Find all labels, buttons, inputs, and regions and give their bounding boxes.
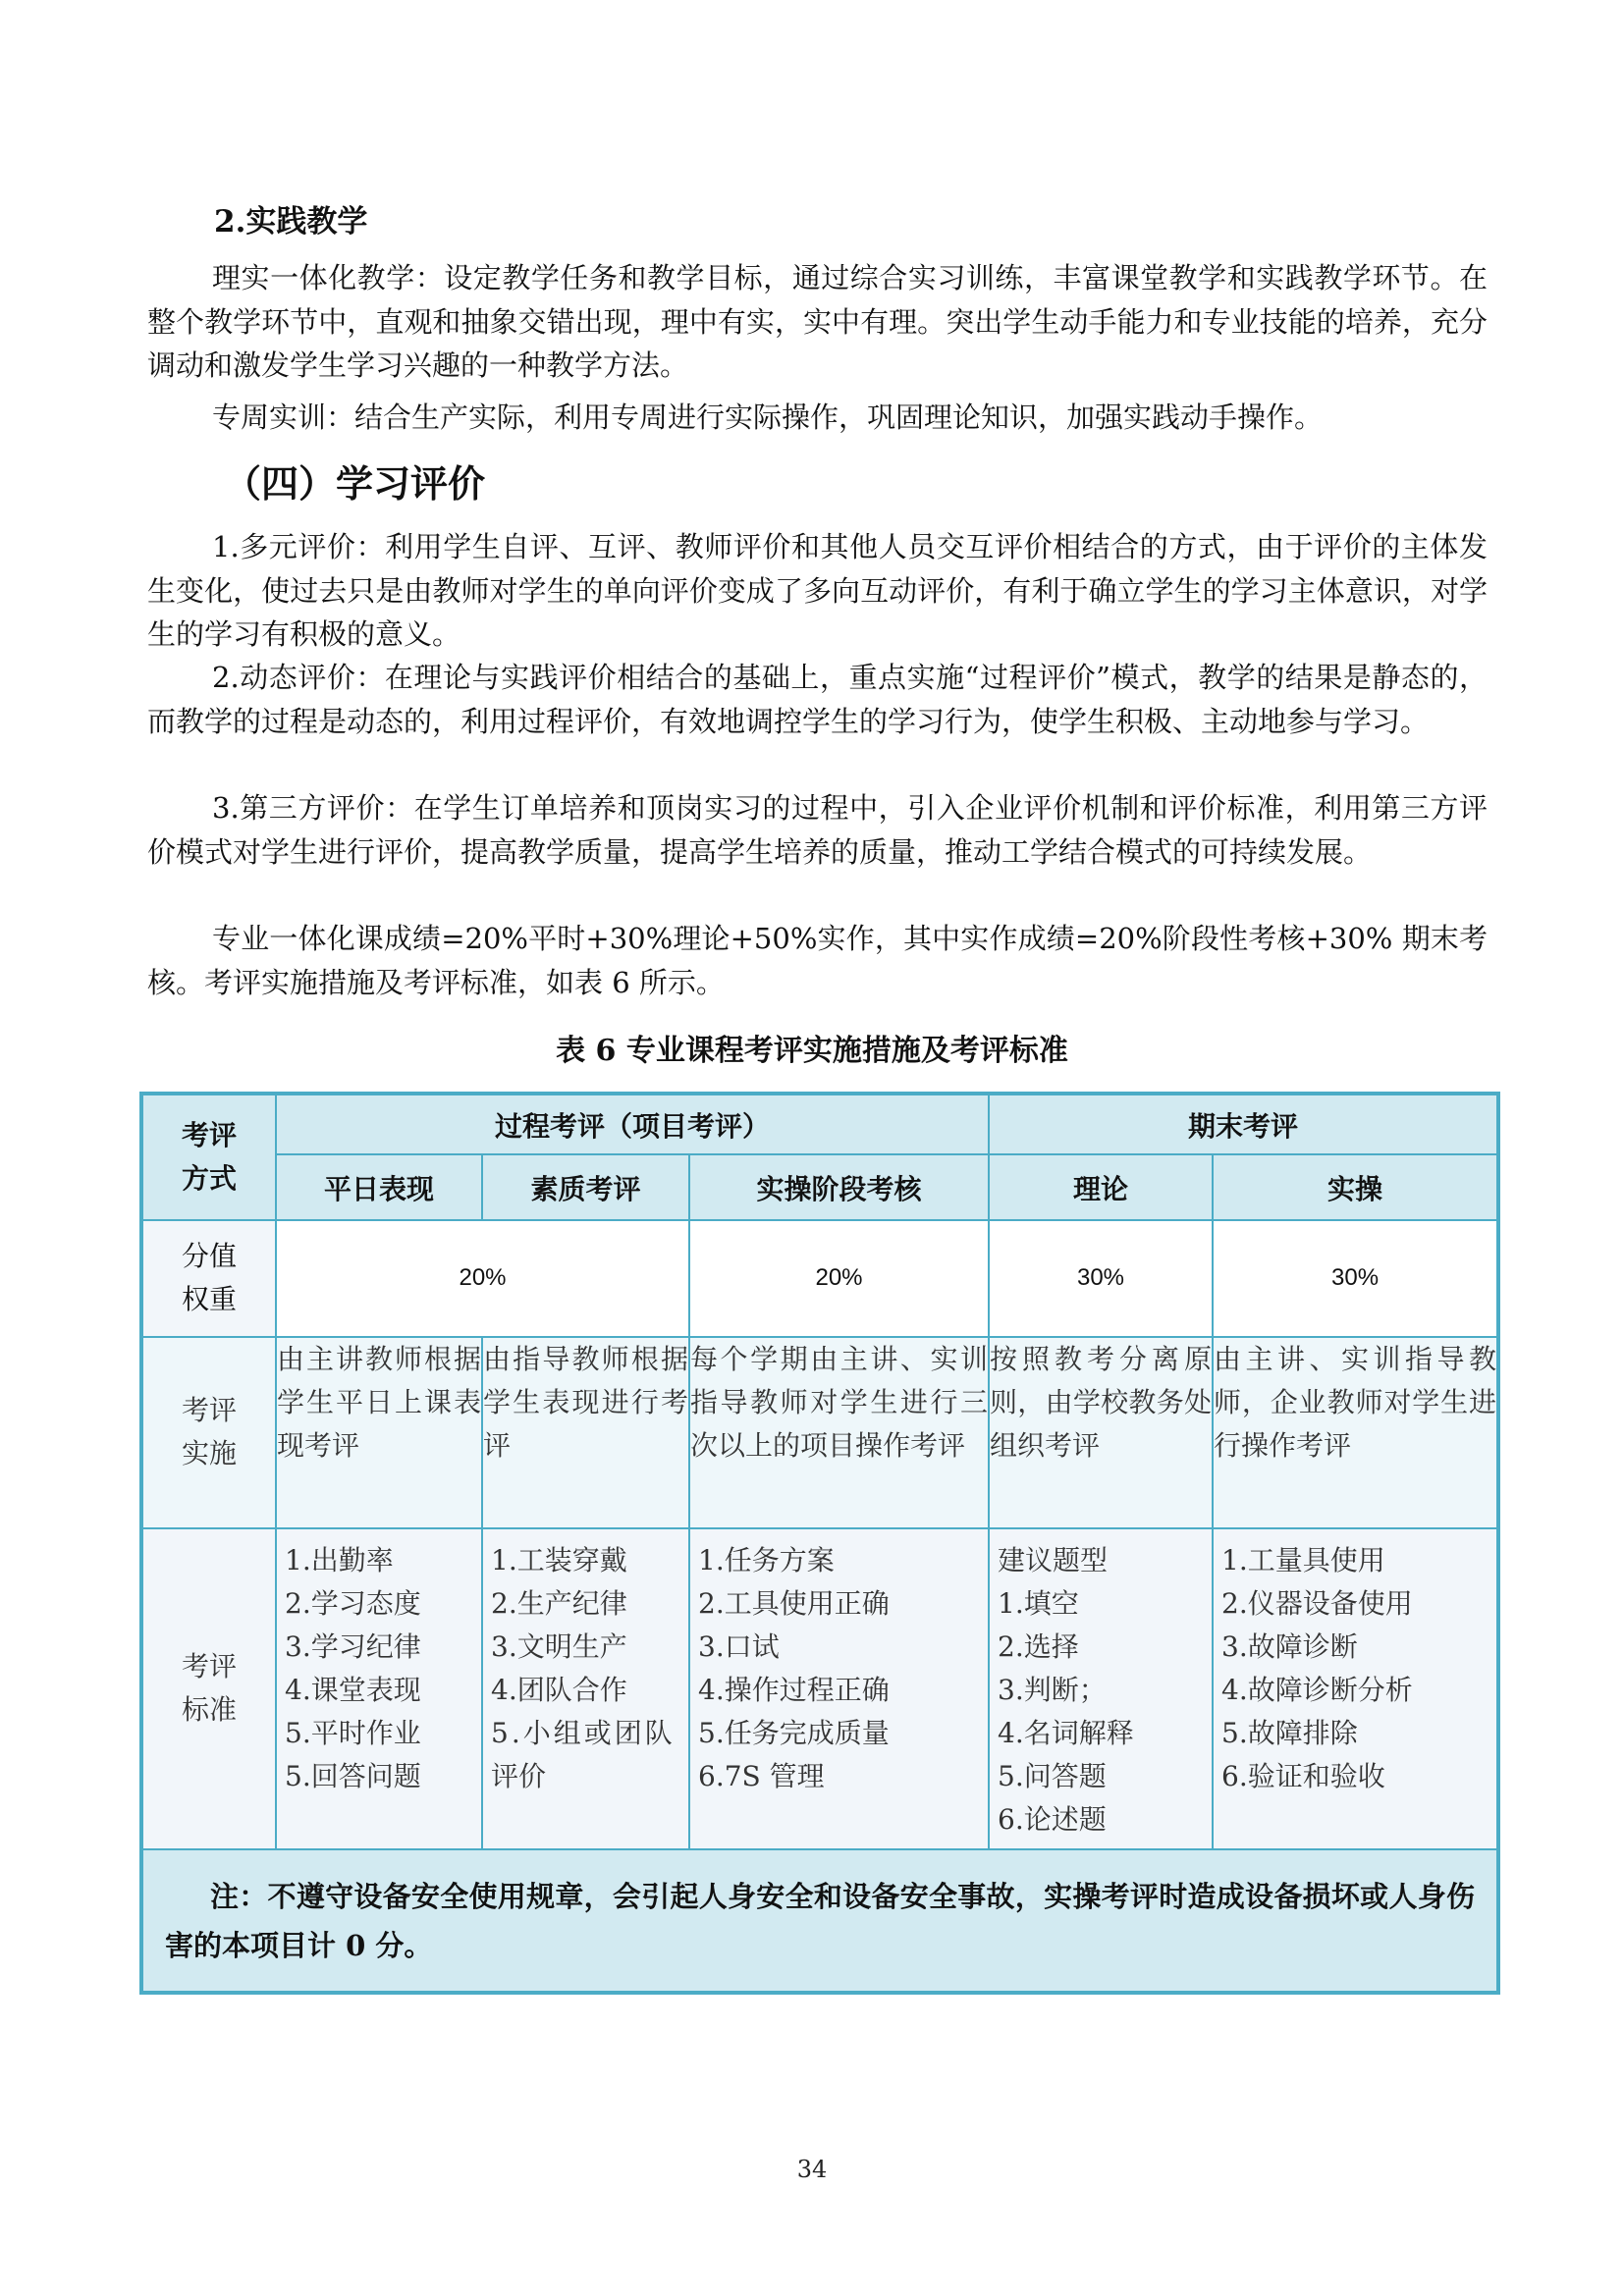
list-item: 1.填空 [998, 1586, 1079, 1620]
subheader-practice: 实操 [1213, 1154, 1498, 1219]
list-item: 3.判断； [998, 1673, 1107, 1706]
list-item: 1.工装穿戴 [491, 1543, 627, 1576]
list-item: 4.故障诊断分析 [1221, 1673, 1413, 1706]
table-note: 注：不遵守设备安全使用规章，会引起人身安全和设备安全事故，实操考评时造成设备损坏或人身伤害的本项目计 0 分。 [141, 1849, 1498, 1993]
standards-practice [1213, 1528, 1498, 1849]
standards-daily-performance [276, 1528, 482, 1849]
standards-stage-assessment [689, 1528, 989, 1849]
subheader-daily-performance: 平日表现 [276, 1154, 482, 1219]
list-item: 5.小组或团队 [491, 1716, 676, 1749]
label-standards: 考评 标准 [141, 1528, 276, 1849]
score-process-daily-quality: 20% [276, 1220, 689, 1337]
score-practice: 30% [1213, 1220, 1498, 1337]
list-item: 5.平时作业 [285, 1716, 421, 1749]
evaluation-table [139, 1092, 1500, 1995]
paragraph-multi-evaluation: 1.多元评价：利用学生自评、互评、教师评价和其他人员交互评价相结合的方式，由于评价的主体发生变化，使过去只是由教师对学生的单向评价变成了多向互动评价，有利于确立学生的学习主体意识，对学生的学习有积极的意义。 [147, 530, 1488, 651]
list-item: 3.故障诊断 [1221, 1629, 1358, 1663]
table-caption: 表 6 专业课程考评实施措施及考评标准 [556, 1034, 1068, 1068]
table-row-score [141, 1220, 1498, 1337]
paragraph-weekly-training: 专周实训：结合生产实际，利用专周进行实际操作，巩固理论知识，加强实践动手操作。 [212, 400, 1324, 434]
list-item: 3.文明生产 [491, 1629, 627, 1663]
impl-practice: 由主讲、实训指导教师，企业教师对学生进行操作考评 [1213, 1337, 1498, 1528]
list-item: 5.任务完成质量 [698, 1716, 890, 1749]
list-item: 2.仪器设备使用 [1221, 1586, 1413, 1620]
paragraph-third-party-evaluation: 3.第三方评价：在学生订单培养和顶岗实习的过程中，引入企业评价机制和评价标准，利用第三方评价模式对学生进行评价，提高教学质量，提高学生培养的质量，推动工学结合模式的可持续发展。 [147, 791, 1488, 869]
paragraph-score-formula: 专业一体化课成绩=20%平时+30%理论+50%实作，其中实作成绩=20%阶段性考核+30% 期末考核。考评实施措施及考评标准，如表 6 所示。 [147, 922, 1488, 999]
score-theory: 30% [989, 1220, 1213, 1337]
header-final-eval: 期末考评 [989, 1094, 1498, 1154]
table-row-standards [141, 1528, 1498, 1849]
label-eval-mode: 考评 方式 [141, 1094, 276, 1220]
list-item: 3.口试 [698, 1629, 780, 1663]
standards-quality-eval [482, 1528, 689, 1849]
list-item: 2.选择 [998, 1629, 1079, 1663]
list-item: 6.7S 管理 [698, 1759, 825, 1792]
list-item: 6.验证和验收 [1221, 1759, 1385, 1792]
paragraph-dynamic-evaluation: 2.动态评价：在理论与实践评价相结合的基础上，重点实施“过程评价”模式，教学的结果是静态的，而教学的过程是动态的，利用过程评价，有效地调控学生的学习行为，使学生积极、主动地参与学习。 [147, 661, 1488, 738]
list-item: 建议题型 [998, 1543, 1109, 1576]
impl-theory: 按照教考分离原则，由学校教务处组织考评 [989, 1337, 1213, 1528]
list-item: 5.回答问题 [285, 1759, 421, 1792]
list-item: 1.出勤率 [285, 1543, 394, 1576]
list-item: 5.问答题 [998, 1759, 1107, 1792]
page-number: 34 [796, 2156, 828, 2183]
list-item: 5.故障排除 [1221, 1716, 1358, 1749]
list-item: 4.操作过程正确 [698, 1673, 890, 1706]
section-heading-evaluation: （四）学习评价 [224, 461, 486, 506]
subheader-theory: 理论 [989, 1154, 1213, 1219]
list-item: 4.名词解释 [998, 1716, 1134, 1749]
list-item: 4.课堂表现 [285, 1673, 421, 1706]
impl-stage-assessment: 每个学期由主讲、实训指导教师对学生进行三次以上的项目操作考评 [689, 1337, 989, 1528]
impl-daily-performance: 由主讲教师根据学生平日上课表现考评 [276, 1337, 482, 1528]
table-row-note [141, 1849, 1498, 1993]
table-subheader-row [141, 1154, 1498, 1219]
impl-quality-eval: 由指导教师根据学生表现进行考评 [482, 1337, 689, 1528]
table-row-implementation [141, 1337, 1498, 1528]
score-stage-assessment: 20% [689, 1220, 989, 1337]
table-header-row [141, 1094, 1498, 1154]
section-heading-practice: 2.实践教学 [214, 204, 368, 240]
list-item: 1.工量具使用 [1221, 1543, 1385, 1576]
label-implementation: 考评 实施 [141, 1337, 276, 1528]
paragraph-integrated-teaching: 理实一体化教学：设定教学任务和教学目标，通过综合实习训练，丰富课堂教学和实践教学环节。在整个教学环节中，直观和抽象交错出现，理中有实，实中有理。突出学生动手能力和专业技能的培养，充分调动和激发学生学习兴趣的一种教学方法。 [147, 261, 1488, 382]
list-item: 评价 [491, 1759, 547, 1792]
label-score-weight: 分值 权重 [141, 1220, 276, 1337]
subheader-quality-eval: 素质考评 [482, 1154, 689, 1219]
list-item: 2.学习态度 [285, 1586, 421, 1620]
list-item: 3.学习纪律 [285, 1629, 421, 1663]
subheader-stage-assessment: 实操阶段考核 [689, 1154, 989, 1219]
standards-theory [989, 1528, 1213, 1849]
list-item: 4.团队合作 [491, 1673, 627, 1706]
list-item: 2.生产纪律 [491, 1586, 627, 1620]
list-item: 1.任务方案 [698, 1543, 835, 1576]
list-item: 2.工具使用正确 [698, 1586, 890, 1620]
list-item: 6.论述题 [998, 1802, 1107, 1836]
header-process-eval: 过程考评（项目考评） [276, 1094, 989, 1154]
